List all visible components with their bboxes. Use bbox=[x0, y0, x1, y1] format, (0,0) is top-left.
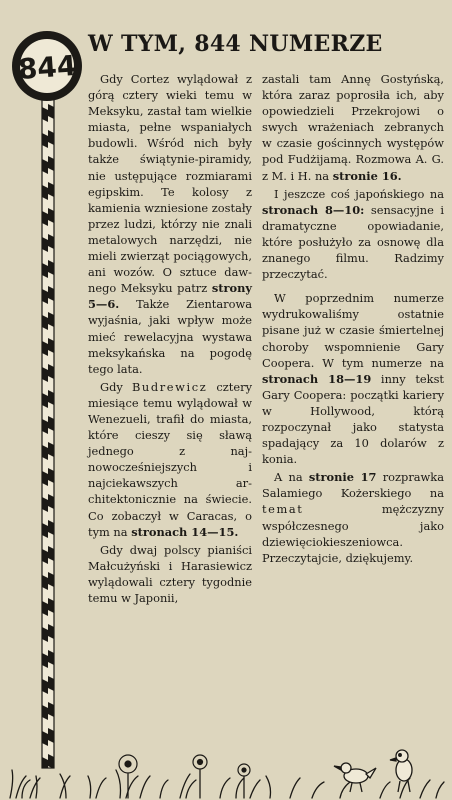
page-reference: stronach 18—19 bbox=[262, 371, 372, 386]
text-run: cztery miesiące temu wylądował w Wenezueli, trafił do miasta, które cieszy się sławą jednego z najnowocześniejszych i najciekawszych architektonicznie na świecie. Co zobaczył w Caracas, o tym na bbox=[88, 379, 253, 539]
flowers bbox=[119, 755, 250, 776]
sign-pole bbox=[42, 96, 54, 768]
grass-and-birds-illustration bbox=[0, 730, 452, 800]
article-paragraph bbox=[262, 469, 444, 566]
page-reference: stronach 8—10: bbox=[262, 202, 365, 217]
right-column bbox=[262, 71, 444, 568]
sign-number: 844 bbox=[16, 48, 78, 86]
page-title: W TYM, 844 NUMERZE bbox=[88, 31, 383, 57]
text-run: Gdy dwaj polscy pianiści Małcużyński i Harasiewicz wylądowali cztery tygodnie temu w Japonii, bbox=[88, 542, 252, 605]
bird-right bbox=[390, 750, 412, 792]
text-run: I jeszcze coś japońskiego na bbox=[274, 186, 444, 201]
text-run: Budrewicz bbox=[131, 379, 208, 394]
article-paragraph bbox=[262, 290, 444, 467]
page-reference: stronie 16. bbox=[332, 168, 402, 183]
text-run: Gdy bbox=[100, 379, 132, 394]
text-run: zastali tam Annę Gostyńską, która zaraz poprosiła ich, aby opowiedzieli Przekrojowi o swych wrażeniach zebranych w czasie gościnnych występów pod Fudżijamą. Rozmowa A. G. z M. i H. na bbox=[262, 72, 444, 183]
article-paragraph bbox=[88, 71, 252, 377]
text-run: sensacyjne i dramatyczne opowiadanie, które posłużyło za osnowę dla znanego filmu. Radzimy przeczytać. bbox=[262, 202, 444, 282]
article-paragraph bbox=[88, 379, 252, 540]
article-paragraph bbox=[262, 186, 444, 283]
text-run: Gdy Cortez wylądował z górą cztery wieki temu w Meksyku, zastał tam wielkie miasta, pełne wspaniałych budowli. Wśród nich były także świątynie-piramidy, nie ustępujące rozmiarami egipskim. Te kolosy z kamienia wzniesione zostały przez ludzi, którzy nie znali metalowych narzędzi, nie mieli zwierząt pociągowych, ani wozów. O sztuce dawnego Meksyku patrz bbox=[88, 72, 252, 296]
text-run: mężczyzny współczesnego jako dziewięciokieszeniowca. Przeczytajcie, dziękujemy. bbox=[262, 502, 444, 565]
text-run: rozprawka Salamiego Kożerskiego na bbox=[262, 470, 444, 501]
article-paragraph bbox=[262, 71, 444, 184]
text-run: A na bbox=[274, 470, 309, 485]
left-column bbox=[88, 71, 252, 608]
text-run: W poprzednim numerze wydrukowaliśmy ostatnie pisane już w czasie śmiertelnej choroby wspomnienie Gary Coopera. W tym numerze na bbox=[262, 291, 444, 370]
text-run: Także Zientarowa wyjaśnia, jaki wpływ może mieć rewelacyjna wystawa meksykańska na pogodę tego lata. bbox=[88, 297, 252, 376]
page-reference: stronach 14—15. bbox=[131, 524, 239, 539]
page-reference: strony 5—6. bbox=[88, 281, 252, 312]
road-sign-illustration bbox=[0, 0, 100, 800]
page-reference: stronie 17 bbox=[308, 470, 377, 485]
bird-left bbox=[334, 763, 376, 792]
article-paragraph bbox=[88, 542, 252, 606]
text-run: temat bbox=[262, 502, 304, 517]
text-run: inny tekst Gary Coopera: początki kariery w Hollywood, którą rozpoczynał jako statysta spadający za 10 dolarów z konia. bbox=[262, 371, 444, 467]
